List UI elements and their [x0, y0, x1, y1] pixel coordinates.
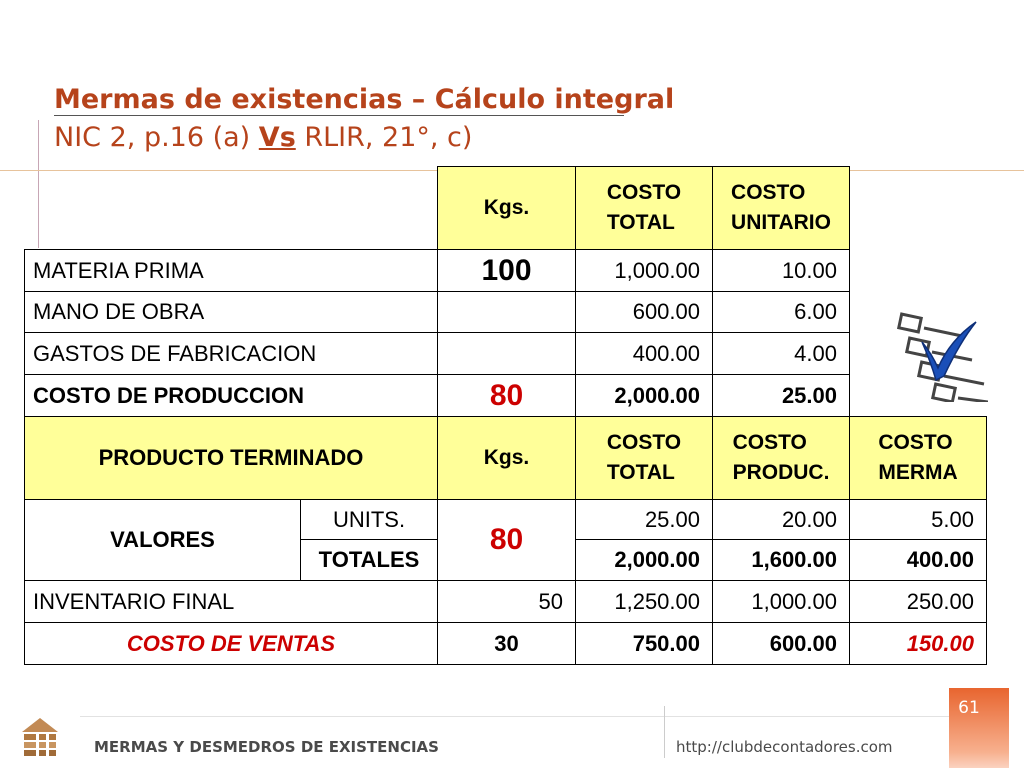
t1-row-costo-produccion-label: COSTO DE PRODUCCION — [24, 374, 438, 417]
t2-units-produc: 20.00 — [712, 499, 850, 540]
t1-header-costo-total: COSTO TOTAL — [575, 166, 713, 250]
footer-divider — [80, 716, 1000, 717]
t2-ventas-total: 750.00 — [575, 622, 713, 665]
t1-row-mano-obra-unit: 6.00 — [712, 291, 850, 333]
t1-row-materia-prima-kgs: 100 — [437, 249, 576, 292]
t2-totales-merma: 400.00 — [849, 539, 987, 581]
t1-row-materia-prima-total: 1,000.00 — [575, 249, 713, 292]
t1-row-gastos-kgs — [437, 332, 576, 375]
t1-row-gastos-label: GASTOS DE FABRICACION — [24, 332, 438, 375]
t1-row-gastos-total: 400.00 — [575, 332, 713, 375]
t2-inventario-label: INVENTARIO FINAL — [24, 580, 438, 623]
t2-ventas-label: COSTO DE VENTAS — [24, 622, 438, 665]
t2-units-total: 25.00 — [575, 499, 713, 540]
title-underline — [54, 115, 624, 116]
t2-header-costo-produc: COSTO PRODUC. — [712, 416, 850, 500]
t2-inventario-merma: 250.00 — [849, 580, 987, 623]
logo-icon — [18, 716, 62, 760]
t2-ventas-kgs: 30 — [437, 622, 576, 665]
t2-header-costo-total: COSTO TOTAL — [575, 416, 713, 500]
t1-row-materia-prima-unit: 10.00 — [712, 249, 850, 292]
t2-ventas-merma: 150.00 — [849, 622, 987, 665]
checklist-icon — [892, 312, 988, 402]
t2-units-label: UNITS. — [300, 499, 438, 540]
t1-header-kgs: Kgs. — [437, 166, 576, 250]
t1-row-costo-produccion-kgs: 80 — [437, 374, 576, 417]
t2-units-merma: 5.00 — [849, 499, 987, 540]
t2-valores-kgs: 80 — [437, 499, 576, 581]
slide-title: Mermas de existencias – Cálculo integral — [54, 84, 675, 115]
subtitle-suffix: RLIR, 21°, c) — [295, 122, 473, 153]
subtitle-prefix: NIC 2, p.16 (a) — [54, 122, 259, 153]
t2-totales-total: 2,000.00 — [575, 539, 713, 581]
t1-row-materia-prima-label: MATERIA PRIMA — [24, 249, 438, 292]
decorative-vertical-line — [38, 120, 39, 248]
t2-inventario-kgs: 50 — [437, 580, 576, 623]
slide-subtitle — [54, 122, 472, 153]
t1-row-mano-obra-kgs — [437, 291, 576, 333]
t2-inventario-total: 1,250.00 — [575, 580, 713, 623]
footer-vertical-divider — [664, 706, 665, 758]
t2-totales-label: TOTALES — [300, 539, 438, 581]
page-number: 61 — [958, 698, 980, 718]
t2-totales-produc: 1,600.00 — [712, 539, 850, 581]
t1-row-mano-obra-total: 600.00 — [575, 291, 713, 333]
t1-header-costo-unitario: COSTO UNITARIO — [712, 166, 850, 250]
t2-header-costo-merma: COSTO MERMA — [849, 416, 987, 500]
t2-header-producto-terminado: PRODUCTO TERMINADO — [24, 416, 438, 500]
subtitle-vs: Vs — [258, 122, 296, 153]
t1-row-mano-obra-label: MANO DE OBRA — [24, 291, 438, 333]
footer-title: MERMAS Y DESMEDROS DE EXISTENCIAS — [94, 738, 439, 756]
t2-inventario-produc: 1,000.00 — [712, 580, 850, 623]
footer-url: http://clubdecontadores.com — [676, 738, 893, 756]
t2-header-kgs: Kgs. — [437, 416, 576, 500]
t1-row-costo-produccion-unit: 25.00 — [712, 374, 850, 417]
t2-ventas-produc: 600.00 — [712, 622, 850, 665]
t1-row-costo-produccion-total: 2,000.00 — [575, 374, 713, 417]
t1-row-gastos-unit: 4.00 — [712, 332, 850, 375]
t2-valores-label: VALORES — [24, 499, 301, 581]
